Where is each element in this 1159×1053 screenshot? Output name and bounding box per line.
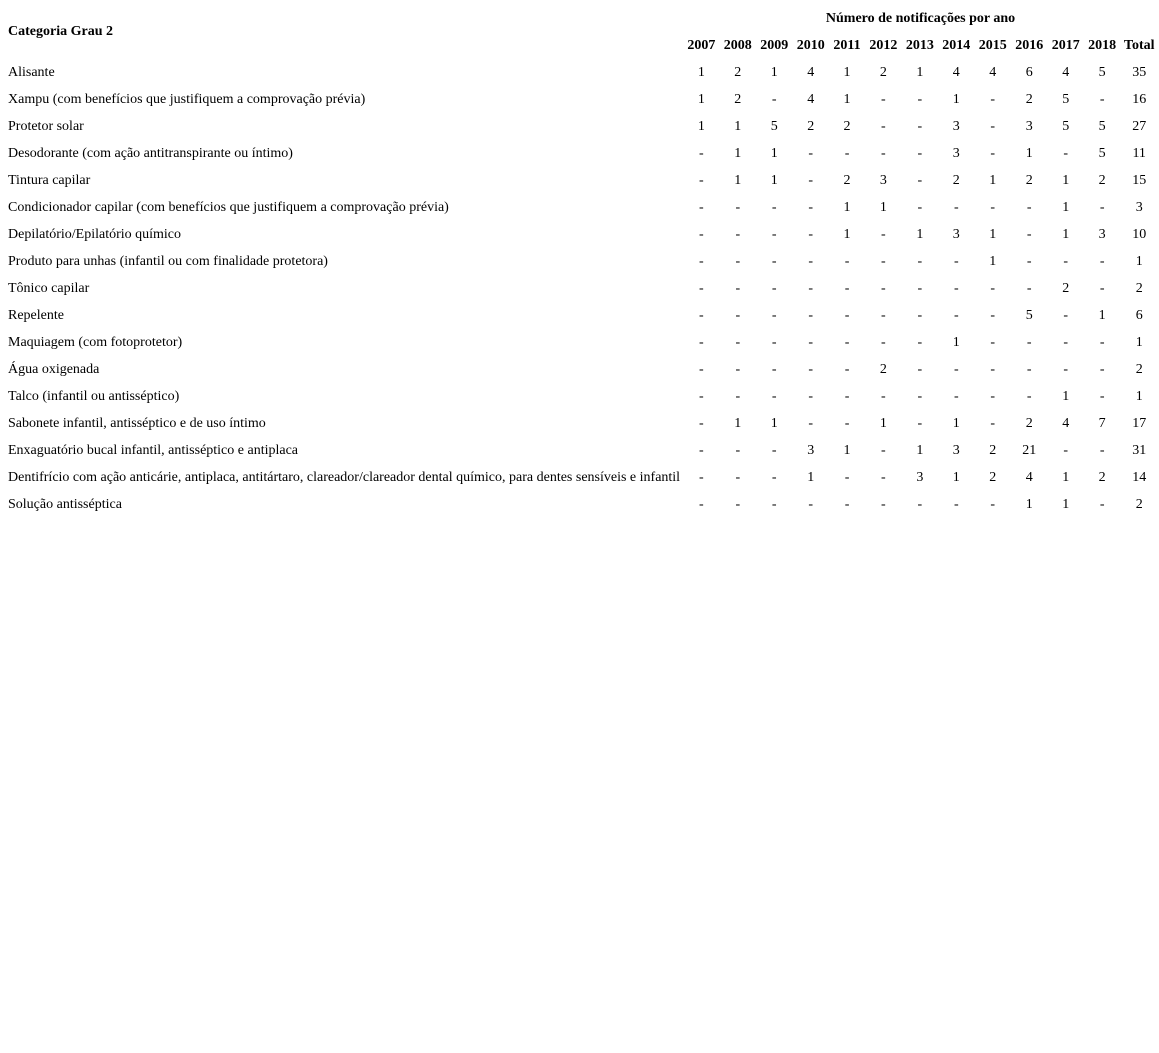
year-value-cell: 4 (807, 91, 815, 107)
year-value-cell: - (808, 307, 814, 323)
year-value-cell: - (698, 253, 704, 269)
year-value-cell: - (844, 280, 850, 296)
table-row (6, 222, 1157, 247)
year-value-cell: - (990, 145, 996, 161)
year-value-cell: - (953, 388, 959, 404)
year-value-cell: - (771, 226, 777, 242)
year-value-cell: 2 (879, 64, 887, 80)
year-value-cell: 1 (1025, 145, 1033, 161)
year-value-cell: 1 (879, 415, 887, 431)
row-total-cell: 1 (1135, 388, 1143, 404)
year-value-cell: 1 (734, 415, 742, 431)
year-value-cell: 1 (916, 442, 924, 458)
year-value-cell: - (698, 280, 704, 296)
row-category-label: Sabonete infantil, antisséptico e de uso íntimo (8, 415, 266, 431)
year-value-cell: - (844, 496, 850, 512)
year-value-cell: - (1099, 388, 1105, 404)
year-value-cell: 1 (697, 91, 705, 107)
year-value-cell: - (1063, 145, 1069, 161)
year-value-cell: 2 (989, 469, 997, 485)
year-value-cell: - (735, 388, 741, 404)
year-value-cell: - (917, 172, 923, 188)
table-head (6, 6, 1157, 58)
year-value-cell: - (917, 145, 923, 161)
year-value-cell: 3 (952, 118, 960, 134)
table-row (6, 60, 1157, 85)
year-value-cell: - (1063, 307, 1069, 323)
year-value-cell: - (917, 388, 923, 404)
year-value-cell: - (735, 496, 741, 512)
year-value-cell: 2 (1062, 280, 1070, 296)
row-total-cell: 11 (1132, 145, 1146, 161)
year-value-cell: - (953, 307, 959, 323)
year-value-cell: 1 (1098, 307, 1106, 323)
row-category-label: Repelente (8, 307, 64, 323)
year-column-header: 2009 (760, 37, 789, 53)
year-value-cell: - (881, 253, 886, 269)
year-value-cell: 1 (770, 172, 778, 188)
year-value-cell: - (881, 442, 886, 458)
row-category-label: Produto para unhas (infantil ou com finalidade protetora) (8, 253, 328, 269)
table-row (6, 357, 1157, 382)
year-value-cell: - (1026, 199, 1032, 215)
year-value-cell: - (808, 415, 814, 431)
year-value-cell: - (735, 280, 741, 296)
year-value-cell: 1 (843, 442, 851, 458)
year-column-header: 2011 (833, 37, 861, 53)
table-row (6, 411, 1157, 436)
year-value-cell: 2 (734, 91, 742, 107)
year-value-cell: - (735, 334, 741, 350)
table-row (6, 303, 1157, 328)
year-value-cell: 1 (952, 334, 960, 350)
year-value-cell: - (771, 442, 777, 458)
year-value-cell: - (735, 442, 741, 458)
year-value-cell: 1 (843, 226, 851, 242)
table-row (6, 87, 1157, 112)
table-row (6, 114, 1157, 139)
year-value-cell: - (917, 334, 923, 350)
year-value-cell: 1 (1062, 172, 1070, 188)
year-value-cell: 4 (1062, 415, 1070, 431)
row-total-cell: 35 (1132, 64, 1147, 80)
table-row (6, 330, 1157, 355)
year-value-cell: 1 (989, 172, 997, 188)
row-total-cell: 14 (1132, 469, 1147, 485)
table-row (6, 492, 1157, 517)
year-value-cell: 2 (952, 172, 960, 188)
year-value-cell: - (698, 496, 704, 512)
year-value-cell: 3 (952, 442, 960, 458)
row-category-label: Protetor solar (8, 118, 84, 134)
year-value-cell: 1 (697, 64, 705, 80)
year-column-header: 2010 (796, 37, 825, 53)
year-value-cell: 1 (770, 415, 778, 431)
row-total-cell: 17 (1132, 415, 1147, 431)
year-column-header: 2007 (687, 37, 716, 53)
year-value-cell: - (1063, 442, 1069, 458)
year-value-cell: - (990, 388, 996, 404)
year-value-cell: - (917, 199, 923, 215)
year-value-cell: - (771, 469, 777, 485)
year-value-cell: - (698, 307, 704, 323)
year-value-cell: - (881, 280, 886, 296)
year-value-cell: 4 (952, 64, 960, 80)
year-value-cell: - (1026, 253, 1032, 269)
year-value-cell: - (881, 496, 886, 512)
year-value-cell: 3 (1025, 118, 1033, 134)
year-value-cell: 1 (843, 64, 851, 80)
year-value-cell: 3 (879, 172, 887, 188)
row-total-cell: 27 (1132, 118, 1147, 134)
table-row (6, 438, 1157, 463)
year-value-cell: 1 (879, 199, 887, 215)
year-value-cell: 2 (879, 361, 887, 377)
year-value-cell: 5 (1062, 118, 1070, 134)
year-value-cell: - (808, 145, 814, 161)
year-column-header: 2012 (869, 37, 898, 53)
year-value-cell: 2 (1098, 172, 1106, 188)
year-value-cell: - (844, 307, 850, 323)
year-value-cell: - (1026, 280, 1032, 296)
year-value-cell: 3 (807, 442, 815, 458)
year-value-cell: 1 (843, 199, 851, 215)
year-value-cell: - (735, 253, 741, 269)
year-value-cell: - (735, 469, 741, 485)
year-value-cell: - (990, 118, 996, 134)
year-value-cell: 1 (1062, 469, 1070, 485)
year-value-cell: - (808, 280, 814, 296)
year-value-cell: - (844, 145, 850, 161)
year-value-cell: - (698, 334, 704, 350)
year-value-cell: - (698, 199, 704, 215)
year-value-cell: - (917, 253, 923, 269)
row-category-label: Desodorante (com ação antitranspirante ou íntimo) (8, 145, 293, 161)
year-value-cell: - (771, 199, 777, 215)
year-value-cell: - (1099, 334, 1105, 350)
year-value-cell: - (953, 496, 959, 512)
year-value-cell: - (917, 307, 923, 323)
year-value-cell: - (771, 280, 777, 296)
year-value-cell: 1 (697, 118, 705, 134)
year-value-cell: 2 (1098, 469, 1106, 485)
year-value-cell: - (808, 226, 814, 242)
year-value-cell: 4 (989, 64, 997, 80)
row-category-label: Tintura capilar (8, 172, 91, 188)
year-value-cell: - (771, 496, 777, 512)
year-value-cell: - (881, 145, 886, 161)
year-value-cell: - (735, 199, 741, 215)
year-value-cell: 1 (916, 226, 924, 242)
year-value-cell: - (953, 253, 959, 269)
row-total-cell: 2 (1135, 280, 1143, 296)
header-row-group (6, 6, 1157, 31)
year-value-cell: - (1099, 496, 1105, 512)
year-column-header: 2017 (1051, 37, 1080, 53)
year-value-cell: - (953, 199, 959, 215)
year-value-cell: - (917, 415, 923, 431)
year-value-cell: 7 (1098, 415, 1106, 431)
year-column-header: 2018 (1088, 37, 1117, 53)
row-category-label: Condicionador capilar (com benefícios que justifiquem a comprovação prévia) (8, 199, 449, 215)
year-value-cell: - (698, 226, 704, 242)
year-value-cell: 4 (1062, 64, 1070, 80)
year-value-cell: 1 (952, 415, 960, 431)
year-value-cell: - (1099, 253, 1105, 269)
year-value-cell: - (990, 361, 996, 377)
year-value-cell: 2 (843, 172, 851, 188)
row-total-cell: 10 (1132, 226, 1147, 242)
year-value-cell: - (1063, 361, 1069, 377)
year-value-cell: 2 (1025, 415, 1033, 431)
row-category-label: Solução antisséptica (8, 496, 122, 512)
year-value-cell: 1 (1062, 226, 1070, 242)
year-value-cell: - (990, 280, 996, 296)
total-column-header: Total (1123, 37, 1155, 53)
year-group-header: Número de notificações por ano (825, 10, 1016, 26)
year-value-cell: 2 (734, 64, 742, 80)
year-value-cell: - (698, 442, 704, 458)
year-value-cell: - (1063, 334, 1069, 350)
year-value-cell: - (808, 199, 814, 215)
year-value-cell: - (808, 172, 814, 188)
year-value-cell: 6 (1025, 64, 1033, 80)
year-value-cell: 3 (952, 145, 960, 161)
year-value-cell: 21 (1022, 442, 1037, 458)
year-value-cell: 2 (807, 118, 815, 134)
year-value-cell: - (808, 334, 814, 350)
year-value-cell: 1 (770, 64, 778, 80)
year-value-cell: - (844, 388, 850, 404)
year-value-cell: - (917, 280, 923, 296)
category-column-header: Categoria Grau 2 (8, 24, 113, 39)
year-value-cell: - (735, 361, 741, 377)
year-value-cell: - (698, 172, 704, 188)
year-value-cell: - (881, 307, 886, 323)
year-value-cell: 5 (1098, 118, 1106, 134)
year-value-cell: 4 (807, 64, 815, 80)
year-value-cell: - (990, 91, 996, 107)
year-value-cell: 5 (1098, 64, 1106, 80)
year-value-cell: - (1026, 226, 1032, 242)
year-value-cell: - (917, 91, 923, 107)
row-category-label: Dentifrício com ação anticárie, antiplaca, antitártaro, clareador/clareador dental químico, para dentes sensíveis e infantil (8, 469, 681, 485)
year-value-cell: 5 (1025, 307, 1033, 323)
row-category-label: Xampu (com benefícios que justifiquem a comprovação prévia) (8, 91, 366, 107)
year-value-cell: - (735, 307, 741, 323)
row-total-cell: 1 (1135, 334, 1143, 350)
year-value-cell: - (808, 388, 814, 404)
year-value-cell: - (698, 415, 704, 431)
year-column-header: 2014 (942, 37, 971, 53)
year-value-cell: 1 (843, 91, 851, 107)
year-value-cell: - (1099, 361, 1105, 377)
row-total-cell: 2 (1135, 361, 1143, 377)
year-value-cell: - (990, 496, 996, 512)
year-value-cell: - (698, 361, 704, 377)
year-value-cell: - (917, 118, 923, 134)
year-value-cell: 2 (1025, 172, 1033, 188)
year-value-cell: - (771, 388, 777, 404)
row-category-label: Enxaguatório bucal infantil, antisséptico e antiplaca (8, 442, 299, 458)
year-value-cell: - (881, 388, 886, 404)
year-column-header: 2008 (723, 37, 752, 53)
year-value-cell: 1 (1062, 199, 1070, 215)
year-value-cell: 1 (989, 253, 997, 269)
year-value-cell: - (917, 496, 923, 512)
year-value-cell: 1 (734, 172, 742, 188)
row-total-cell: 3 (1135, 199, 1143, 215)
year-value-cell: - (735, 226, 741, 242)
year-column-header: 2013 (905, 37, 934, 53)
year-value-cell: - (808, 361, 814, 377)
year-value-cell: 1 (1025, 496, 1033, 512)
year-value-cell: - (917, 361, 923, 377)
year-value-cell: 1 (734, 145, 742, 161)
year-value-cell: 5 (770, 118, 778, 134)
year-value-cell: 1 (952, 91, 960, 107)
row-total-cell: 6 (1135, 307, 1143, 323)
year-value-cell: - (771, 334, 777, 350)
year-value-cell: - (771, 91, 777, 107)
year-value-cell: 3 (916, 469, 924, 485)
year-value-cell: - (1099, 280, 1105, 296)
row-category-label: Alisante (8, 64, 55, 80)
year-value-cell: - (844, 253, 850, 269)
table-row (6, 168, 1157, 193)
year-value-cell: - (881, 226, 886, 242)
year-value-cell: - (881, 469, 886, 485)
year-value-cell: 1 (807, 469, 815, 485)
row-total-cell: 31 (1132, 442, 1147, 458)
row-category-label: Talco (infantil ou antisséptico) (8, 388, 180, 404)
row-category-label: Tônico capilar (8, 280, 90, 296)
row-total-cell: 15 (1132, 172, 1147, 188)
row-category-label: Maquiagem (com fotoprotetor) (8, 334, 183, 350)
notifications-table (4, 4, 1159, 519)
year-value-cell: 5 (1062, 91, 1070, 107)
year-value-cell: - (1026, 334, 1032, 350)
year-value-cell: - (953, 361, 959, 377)
row-total-cell: 1 (1135, 253, 1143, 269)
row-category-label: Água oxigenada (8, 361, 100, 377)
year-value-cell: - (698, 145, 704, 161)
year-value-cell: - (844, 415, 850, 431)
year-value-cell: - (844, 361, 850, 377)
year-value-cell: 1 (916, 64, 924, 80)
year-value-cell: - (698, 469, 704, 485)
year-value-cell: - (990, 199, 996, 215)
year-value-cell: - (808, 253, 814, 269)
table-row (6, 195, 1157, 220)
year-value-cell: - (698, 388, 704, 404)
table-row (6, 465, 1157, 490)
row-category-label: Depilatório/Epilatório químico (8, 226, 182, 242)
year-value-cell: - (990, 415, 996, 431)
table-row (6, 141, 1157, 166)
year-value-cell: 1 (770, 145, 778, 161)
year-value-cell: - (990, 334, 996, 350)
year-value-cell: - (881, 118, 886, 134)
year-value-cell: - (881, 91, 886, 107)
year-column-header: 2016 (1015, 37, 1044, 53)
year-value-cell: 3 (952, 226, 960, 242)
table-row (6, 384, 1157, 409)
year-value-cell: - (844, 469, 850, 485)
year-value-cell: - (808, 496, 814, 512)
year-value-cell: 1 (989, 226, 997, 242)
year-value-cell: 2 (843, 118, 851, 134)
year-value-cell: 1 (1062, 388, 1070, 404)
year-value-cell: 5 (1098, 145, 1106, 161)
year-column-header: 2015 (978, 37, 1007, 53)
year-value-cell: 1 (952, 469, 960, 485)
year-value-cell: - (1099, 91, 1105, 107)
year-value-cell: 2 (989, 442, 997, 458)
table-row (6, 276, 1157, 301)
year-value-cell: - (1026, 361, 1032, 377)
year-value-cell: - (990, 307, 996, 323)
year-value-cell: - (771, 253, 777, 269)
year-value-cell: 3 (1098, 226, 1106, 242)
year-value-cell: - (771, 361, 777, 377)
year-value-cell: - (844, 334, 850, 350)
year-value-cell: - (881, 334, 886, 350)
year-value-cell: - (1099, 442, 1105, 458)
year-value-cell: - (771, 307, 777, 323)
year-value-cell: 4 (1025, 469, 1033, 485)
row-total-cell: 2 (1135, 496, 1143, 512)
year-value-cell: - (953, 280, 959, 296)
table-row (6, 249, 1157, 274)
year-value-cell: - (1099, 199, 1105, 215)
year-value-cell: - (1026, 388, 1032, 404)
year-value-cell: 1 (1062, 496, 1070, 512)
year-value-cell: 1 (734, 118, 742, 134)
table-body (6, 60, 1157, 517)
year-value-cell: 2 (1025, 91, 1033, 107)
year-value-cell: - (1063, 253, 1069, 269)
row-total-cell: 16 (1132, 91, 1147, 107)
